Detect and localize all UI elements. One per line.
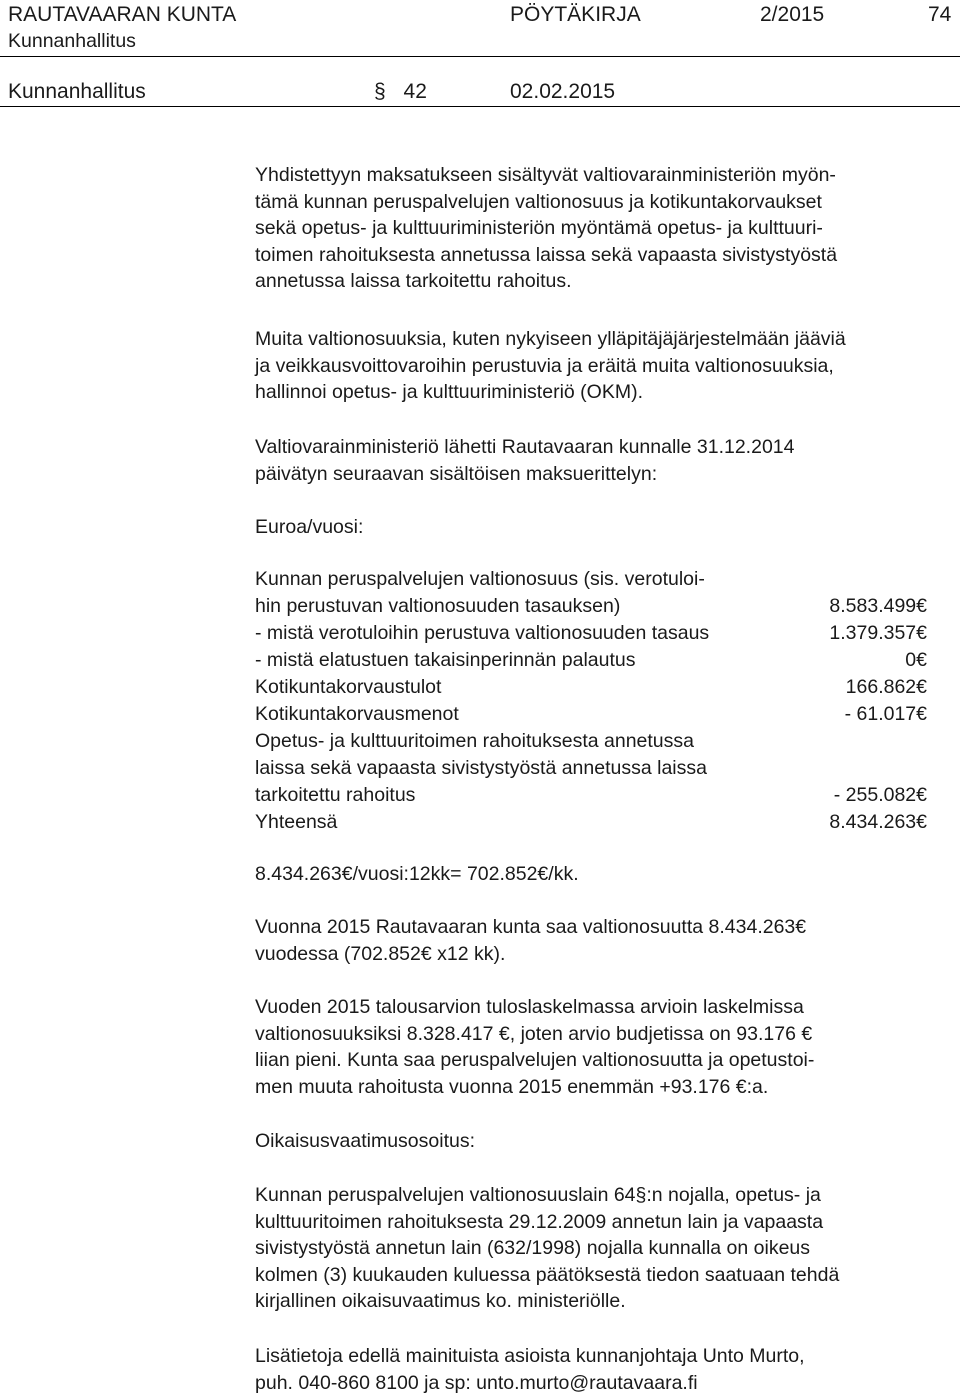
breakdown-row — [255, 757, 935, 783]
breakdown-label: Opetus- ja kulttuuritoimen rahoituksesta annetussa — [255, 730, 694, 752]
document-type: PÖYTÄKIRJA — [510, 3, 641, 26]
document-number: 2/2015 — [760, 3, 825, 26]
breakdown-label: hin perustuvan valtionosuuden tasauksen) — [255, 595, 621, 617]
paragraph-1 — [255, 162, 837, 295]
paragraph-line: tämä kunnan peruspalvelujen valtionosuus ja kotikuntakorvaukset — [255, 190, 822, 213]
breakdown-label: tarkoitettu rahoitus — [255, 784, 416, 806]
breakdown-amount: 1.379.357€ — [829, 622, 927, 644]
paragraph-line: Muita valtionosuuksia, kuten nykyiseen ylläpitäjäjärjestelmään jääviä — [255, 328, 846, 350]
breakdown-row — [255, 730, 935, 756]
contact-info — [255, 1343, 805, 1396]
section-body: Kunnanhallitus — [8, 80, 146, 103]
paragraph-4 — [255, 914, 806, 967]
paragraph-line: kirjallinen oikaisuvaatimus ko. ministeriölle. — [255, 1290, 626, 1312]
calculation-line: 8.434.263€/vuosi:12kk= 702.852€/kk. — [255, 863, 579, 885]
breakdown-row — [255, 784, 935, 810]
paragraph-line: vuodessa (702.852€ x12 kk). — [255, 942, 506, 965]
paragraph-line: toimen rahoituksesta annetussa laissa sekä vapaasta sivistystyöstä — [255, 243, 838, 266]
breakdown-row — [255, 568, 935, 594]
breakdown-label: Kunnan peruspalvelujen valtionosuus (sis. verotuloi- — [255, 568, 705, 590]
section-divider — [0, 106, 960, 107]
section-date: 02.02.2015 — [510, 80, 616, 103]
breakdown-label: laissa sekä vapaasta sivistystyöstä annetussa laissa — [255, 757, 707, 779]
breakdown-row — [255, 649, 935, 675]
paragraph-line: Kunnan peruspalvelujen valtionosuuslain 64§:n nojalla, opetus- ja — [255, 1184, 821, 1206]
breakdown-row — [255, 622, 935, 648]
breakdown-amount: 0€ — [905, 649, 927, 671]
paragraph-line: päivätyn seuraavan sisältöisen maksuerittelyn: — [255, 462, 658, 485]
paragraph-line: valtionosuuksiksi 8.328.417 €, joten arvio budjetissa on 93.176 € — [255, 1022, 813, 1045]
paragraph-line: kolmen (3) kuukauden kuluessa päätöksestä tiedon saatuaan tehdä — [255, 1263, 840, 1286]
paragraph-2 — [255, 326, 846, 406]
paragraph-3 — [255, 434, 794, 487]
breakdown-label: Kotikuntakorvaustulot — [255, 676, 442, 698]
header-divider — [0, 56, 960, 57]
paragraph-line: annetussa laissa tarkoitettu rahoitus. — [255, 270, 572, 292]
breakdown-amount: 8.434.263€ — [829, 811, 927, 833]
paragraph-line: Lisätietoja edellä mainituista asioista kunnanjohtaja Unto Murto, — [255, 1345, 805, 1367]
paragraph-line: Valtiovarainministeriö lähetti Rautavaaran kunnalle 31.12.2014 — [255, 436, 795, 458]
section-mark — [374, 80, 427, 104]
paragraph-line: Vuoden 2015 talousarvion tuloslaskelmassa arvioin laskelmissa — [255, 996, 804, 1018]
paragraph-line: Yhdistettyyn maksatukseen sisältyvät valtiovarainministeriön myön- — [255, 164, 836, 186]
paragraph-line: puh. 040-860 8100 ja sp: unto.murto@rautavaara.fi — [255, 1371, 698, 1394]
paragraph-line: kulttuuritoimen rahoituksesta 29.12.2009 annetun lain ja vapaasta — [255, 1210, 824, 1233]
breakdown-label: - mistä verotuloihin perustuva valtionosuuden tasaus — [255, 622, 710, 644]
breakdown-label: Kotikuntakorvausmenot — [255, 703, 459, 725]
breakdown-row — [255, 703, 935, 729]
breakdown-amount: - 255.082€ — [833, 784, 927, 806]
breakdown-row — [255, 595, 935, 621]
appeal-text — [255, 1182, 839, 1315]
breakdown-amount: 166.862€ — [845, 676, 927, 698]
paragraph-line: liian pieni. Kunta saa peruspalvelujen valtionosuutta ja opetustoi- — [255, 1049, 815, 1071]
header-body: Kunnanhallitus — [8, 30, 136, 52]
org-name: RAUTAVAARAN KUNTA — [8, 3, 237, 26]
breakdown-amount: - 61.017€ — [844, 703, 927, 725]
section-number: 42 — [403, 80, 427, 103]
unit-label: Euroa/vuosi: — [255, 516, 364, 538]
breakdown-row — [255, 676, 935, 702]
paragraph-line: sekä opetus- ja kulttuuriministeriön myöntämä opetus- ja kulttuuri- — [255, 217, 823, 239]
breakdown-amount: 8.583.499€ — [829, 595, 927, 617]
breakdown-total-row — [255, 811, 935, 837]
page-number: 74 — [928, 3, 952, 26]
paragraph-line: men muuta rahoitusta vuonna 2015 enemmän +93.176 €:a. — [255, 1075, 769, 1098]
paragraph-line: sivistystyöstä annetun lain (632/1998) nojalla kunnalla on oikeus — [255, 1237, 811, 1259]
appeal-heading: Oikaisusvaatimusosoitus: — [255, 1130, 476, 1152]
paragraph-5 — [255, 994, 814, 1100]
breakdown-label: - mistä elatustuen takaisinperinnän palautus — [255, 649, 636, 671]
section-symbol: § — [374, 80, 386, 103]
paragraph-line: ja veikkausvoittovaroihin perustuvia ja eräitä muita valtionosuuksia, — [255, 354, 834, 377]
paragraph-line: hallinnoi opetus- ja kulttuuriministeriö (OKM). — [255, 381, 643, 403]
breakdown-label: Yhteensä — [255, 811, 338, 833]
paragraph-line: Vuonna 2015 Rautavaaran kunta saa valtionosuutta 8.434.263€ — [255, 916, 807, 938]
